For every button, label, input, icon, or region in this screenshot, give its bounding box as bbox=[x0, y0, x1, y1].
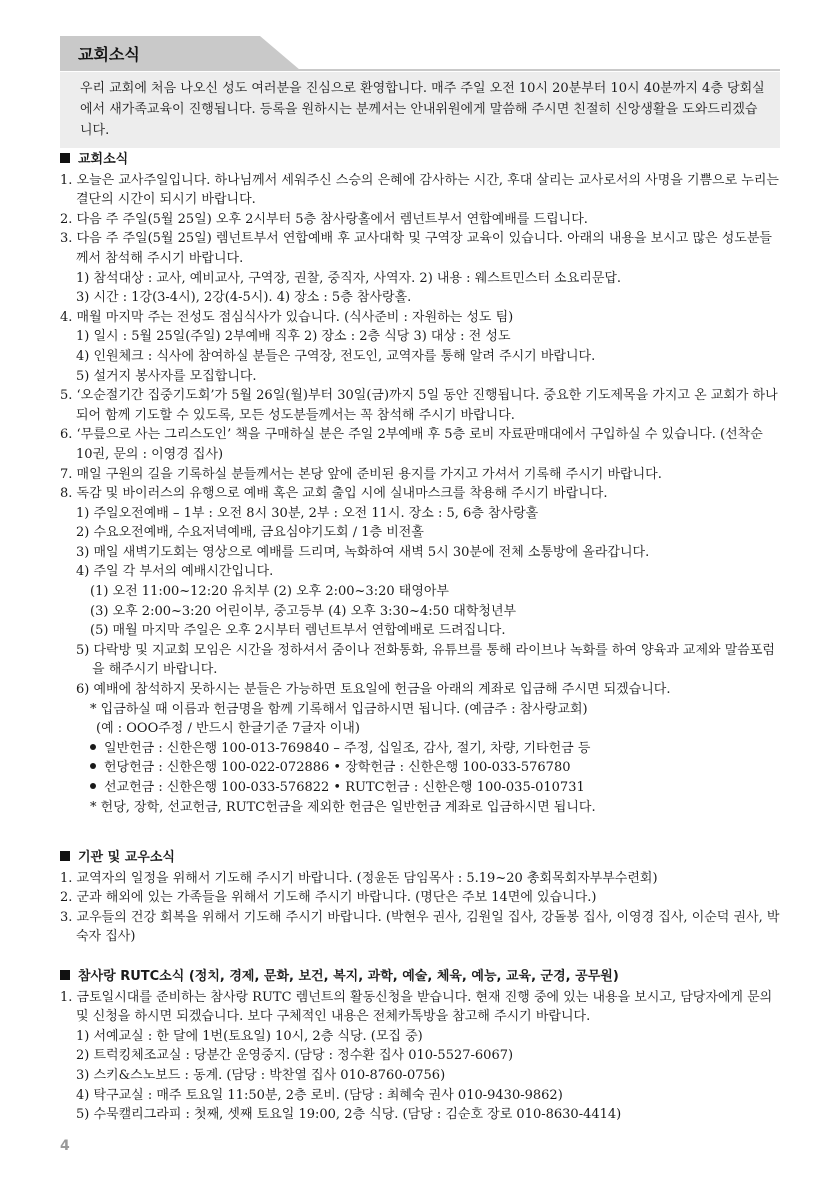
welcome-box bbox=[60, 72, 780, 148]
bullet-icon bbox=[90, 763, 96, 769]
header-divider bbox=[60, 69, 780, 71]
prayer-item: 3. 교우들의 건강 회복을 위해서 기도해 주시기 바랍니다. (박현우 권사, 김원일 집사, 강돌봉 집사, 이영경 집사, 이순덕 권사, 박숙자 집사) bbox=[60, 909, 780, 945]
news-section bbox=[60, 150, 780, 817]
news-item: 4. 매월 마지막 주는 전성도 점심식사가 있습니다. (식사준비 : 자원하는 성도 팀) bbox=[60, 309, 514, 325]
news-subsubitem: (1) 오전 11:00~12:20 유치부 (2) 오후 2:00~3:20 태영아부 bbox=[90, 584, 449, 600]
news-subitem: 3) 시간 : 1강(3-4시), 2강(4-5시). 4) 장소 : 5층 참사랑홀. bbox=[76, 290, 412, 306]
page-number: 4 bbox=[60, 1138, 70, 1154]
news-subitem: 1) 주일오전예배 – 1부 : 오전 8시 30분, 2부 : 오전 11시. 장소 : 5, 6층 참사랑홀 bbox=[76, 505, 539, 521]
square-bullet-icon bbox=[60, 970, 70, 980]
account-line: 헌당헌금 : 신한은행 100-022-072886 • 장학헌금 : 신한은행 100-033-576780 bbox=[60, 758, 780, 778]
news-subitem: 4) 주일 각 부서의 예배시간입니다. bbox=[76, 564, 274, 580]
rutc-subitem: 3) 스키&스노보드 : 동계. (담당 : 박찬열 집사 010-8760-0756) bbox=[76, 1067, 446, 1083]
square-bullet-icon bbox=[60, 851, 70, 861]
bullet-icon bbox=[90, 744, 96, 750]
prayer-item: 2. 군과 해외에 있는 가족들을 위해서 기도해 주시기 바랍니다. (명단은 주보 14면에 있습니다.) bbox=[60, 890, 597, 906]
news-subitem: 6) 예배에 참석하지 못하시는 분들은 가능하면 토요일에 헌금을 아래의 계좌로 입금해 주시면 되겠습니다. bbox=[76, 682, 671, 698]
rutc-subitem: 4) 탁구교실 : 매주 토요일 11:50분, 2층 로비. (담당 : 최혜숙 권사 010-9430-9862) bbox=[76, 1087, 563, 1103]
account-line: 선교헌금 : 신한은행 100-033-576822 • RUTC헌금 : 신한은행 100-035-010731 bbox=[60, 778, 780, 798]
news-item: 6. ‘무릎으로 사는 그리스도인’ 책을 구매하실 분은 주일 2부예배 후 5층 로비 자료판매대에서 구입하실 수 있습니다. (선착순 10권, 문의 : 이영경 집사) bbox=[60, 427, 763, 462]
rutc-section bbox=[60, 967, 780, 1125]
rutc-subitem: 2) 트럭킹체조교실 : 당분간 운영중지. (담당 : 정수환 집사 010-5527-6067) bbox=[76, 1048, 514, 1064]
news-subsubitem: (3) 오후 2:00~3:20 어린이부, 중고등부 (4) 오후 3:30~4:50 대학청년부 bbox=[90, 603, 517, 619]
rutc-section-title: 참사랑 RUTC소식 (정치, 경제, 문화, 보건, 복지, 과학, 예술, 체육, 예능, 교육, 군경, 공무원) bbox=[60, 967, 780, 987]
prayer-section bbox=[60, 848, 780, 947]
news-item: 8. 독감 및 바이러스의 유행으로 예배 혹은 교회 출입 시에 실내마스크를 착용해 주시기 바랍니다. bbox=[60, 486, 608, 502]
welcome-text: 우리 교회에 처음 나오신 성도 여러분을 진심으로 환영합니다. 매주 주일 오전 10시 20분부터 10시 40분까지 4층 당회실에서 새가족교육이 진행됩니다. 등록을 원하시는 분께서는 안내위원에게 말씀해 주시면 친절히 신앙생활을 도와드리겠습니다. bbox=[80, 81, 765, 138]
news-item: 3. 다음 주 주일(5월 25일) 렘넌트부서 연합예배 후 교사대학 및 구역장 교육이 있습니다. 아래의 내용을 보시고 많은 성도분들께서 참석해 주시기 바랍니다. bbox=[60, 231, 772, 266]
news-item: 7. 매일 구원의 길을 기록하실 분들께서는 본당 앞에 준비된 용지를 가지고 가셔서 기록해 주시기 바랍니다. bbox=[60, 466, 662, 482]
square-bullet-icon bbox=[60, 153, 70, 163]
news-subitem: 5) 설거지 봉사자를 모집합니다. bbox=[76, 368, 257, 384]
news-note: * 입금하실 때 이름과 헌금명을 함께 기록해서 입금하시면 됩니다. (예금주 : 참사랑교회) bbox=[90, 701, 588, 717]
news-subitem: 2) 수요오전예배, 수요저녁예배, 금요심야기도회 / 1층 비전홀 bbox=[76, 525, 424, 541]
rutc-item: 1. 금토일시대를 준비하는 참사랑 RUTC 렘넌트의 활동신청을 받습니다. 현재 진행 중에 있는 내용을 보시고, 담당자에게 문의 및 신청을 하시면 되겠습니다. 보다 구체적인 내용은 전체카톡방을 참고해 주시기 바랍니다. bbox=[60, 989, 773, 1025]
prayer-item: 1. 교역자의 일정을 위해서 기도해 주시기 바랍니다. (정윤돈 담임목사 : 5.19~20 총회목회자부부수련회) bbox=[60, 870, 658, 886]
section-header bbox=[60, 36, 780, 70]
prayer-section-title: 기관 및 교우소식 bbox=[60, 848, 780, 868]
news-subitem: 4) 인원체크 : 식사에 참여하실 분들은 구역장, 전도인, 교역자를 통해 알려 주시기 바랍니다. bbox=[76, 348, 596, 364]
page-title: 교회소식 bbox=[78, 45, 140, 64]
news-item: 2. 다음 주 주일(5월 25일) 오후 2시부터 5층 참사랑홀에서 렘넌트부서 연합예배를 드립니다. bbox=[60, 211, 588, 227]
news-subitem: 5) 다락방 및 지교회 모임은 시간을 정하셔서 줌이나 전화통화, 유튜브를 통해 라이브나 녹화를 하여 양육과 교제와 말씀포럼을 해주시기 바랍니다. bbox=[76, 642, 775, 678]
rutc-subitem: 5) 수묵캘리그라피 : 첫째, 셋째 토요일 19:00, 2층 식당. (담당 : 김순호 장로 010-8630-4414) bbox=[76, 1107, 622, 1123]
news-subitem: 3) 매일 새벽기도회는 영상으로 예배를 드리며, 녹화하여 새벽 5시 30분에 전체 소통방에 올라갑니다. bbox=[76, 544, 650, 560]
account-line: 일반헌금 : 신한은행 100-013-769840 – 주정, 십일조, 감사, 절기, 차량, 기타헌금 등 bbox=[60, 739, 780, 759]
news-item: 5. ‘오순절기간 집중기도회’가 5월 26일(월)부터 30일(금)까지 5일 동안 진행됩니다. 중요한 기도제목을 가지고 온 교회가 하나되어 함께 기도할 수 있도록, 모든 성도분들께서는 꼭 참석해 주시기 바랍니다. bbox=[60, 388, 778, 423]
bullet-icon bbox=[90, 783, 96, 789]
rutc-subitem: 1) 서예교실 : 한 달에 1번(토요일) 10시, 2층 식당. (모집 중) bbox=[76, 1028, 423, 1044]
news-section-title: 교회소식 bbox=[60, 150, 780, 170]
news-item: 1. 오늘은 교사주일입니다. 하나님께서 세워주신 스승의 은혜에 감사하는 시간, 후대 살리는 교사로서의 사명을 기쁨으로 누리는 결단의 시간이 되시기 바랍니다. bbox=[60, 172, 779, 208]
news-subitem: 1) 일시 : 5월 25일(주일) 2부예배 직후 2) 장소 : 2층 식당 3) 대상 : 전 성도 bbox=[76, 329, 511, 345]
news-subitem: 1) 참석대상 : 교사, 예비교사, 구역장, 권찰, 중직자, 사역자. 2) 내용 : 웨스트민스터 소요리문답. bbox=[76, 270, 622, 286]
news-subsubitem: (5) 매월 마지막 주일은 오후 2시부터 렘넌트부서 연합예배로 드려집니다. bbox=[90, 623, 506, 639]
news-note: (예 : OOO주정 / 반드시 한글기준 7글자 이내) bbox=[96, 721, 360, 737]
news-note: * 헌당, 장학, 선교헌금, RUTC헌금을 제외한 헌금은 일반헌금 계좌로 입금하시면 됩니다. bbox=[90, 799, 596, 815]
